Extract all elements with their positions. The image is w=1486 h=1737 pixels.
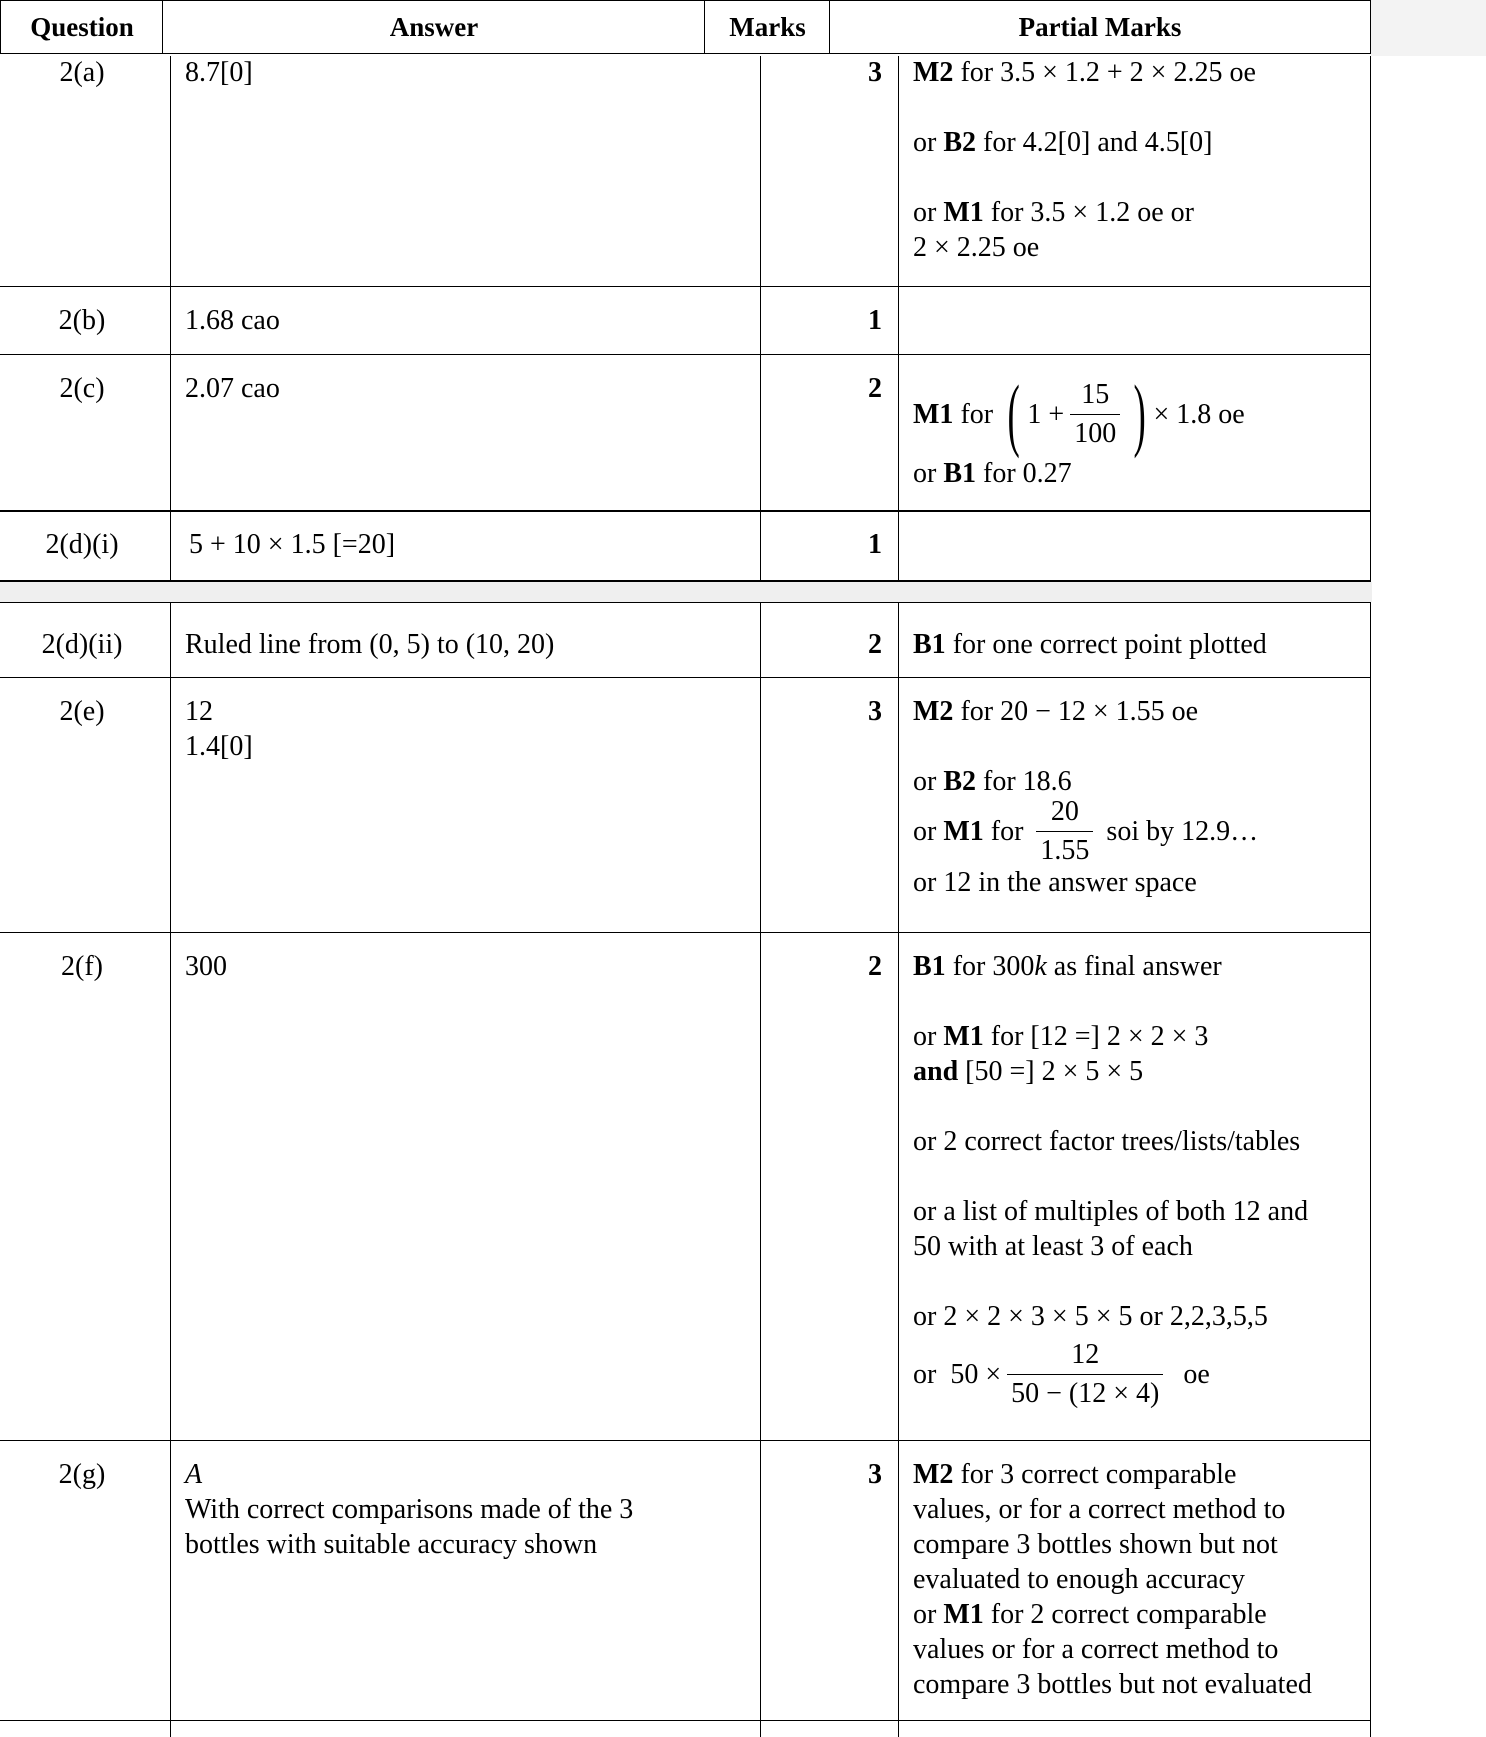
- row-divider: [0, 1440, 1371, 1441]
- marks-value: 3: [868, 1459, 882, 1490]
- row-divider: [0, 286, 1371, 287]
- right-paren: ): [1133, 368, 1147, 459]
- column-divider: [170, 602, 171, 1737]
- question-number: 2(b): [58, 305, 106, 336]
- header-answer: Answer: [162, 0, 706, 54]
- marks-value: 1: [868, 305, 882, 336]
- question-number: 2(g): [58, 1459, 106, 1490]
- column-divider: [1370, 602, 1371, 1737]
- column-divider: [170, 56, 171, 581]
- row-divider: [0, 932, 1371, 933]
- page-break-band: [0, 582, 1372, 602]
- table-header: [0, 0, 1486, 56]
- row-divider: [0, 1720, 1371, 1721]
- header-partial-marks: Partial Marks: [829, 0, 1371, 54]
- partial-marks: B1 for one correct point plotted: [913, 629, 1267, 660]
- answer-text: Ruled line from (0, 5) to (10, 20): [185, 629, 555, 660]
- fraction: $\frac{20}{1.55}$: [1036, 793, 1093, 870]
- column-divider: [760, 602, 761, 1737]
- answer-text: 12 1.4[0]: [185, 696, 253, 762]
- column-divider: [898, 56, 899, 581]
- question-number: 2(e): [59, 696, 105, 727]
- fraction: $\frac{15}{100}$: [1070, 376, 1120, 453]
- answer-text: 2.07 cao: [185, 373, 280, 404]
- row-divider: [0, 354, 1371, 355]
- header-marks: Marks: [704, 0, 831, 54]
- answer-text: 5 + 10 × 1.5 [=20]: [189, 529, 396, 560]
- question-number: 2(d)(ii): [41, 629, 123, 660]
- answer-text: A With correct comparisons made of the 3 bottles with suitable accuracy shown: [185, 1459, 634, 1560]
- left-paren: (: [1007, 368, 1020, 459]
- row-divider: [0, 510, 1371, 512]
- fraction: $\frac{12}{50 - (12 \times 4)}$: [1007, 1336, 1163, 1413]
- row-divider: [0, 602, 1371, 603]
- column-divider: [1370, 56, 1371, 581]
- question-number: 2(f): [61, 951, 103, 982]
- partial-marks: M1 for ( 1 + $\frac{15}{100}$ ) × 1.8 oe or B1 for 0.27: [913, 368, 1245, 489]
- question-number: 2(c): [59, 373, 105, 404]
- answer-text: 1.68 cao: [185, 305, 280, 336]
- partial-marks: M2 for 3 correct comparable values, or for a correct method to compare 3 bottles shown but not evaluated to enough accuracy or M1 for 2 correct comparable values or for a correct method to compare 3 bottles but not evaluated: [913, 1459, 1312, 1700]
- header-background-strip: [1370, 0, 1486, 56]
- column-divider: [760, 56, 761, 581]
- answer-text: 300: [185, 951, 227, 982]
- marks-value: 2: [868, 373, 882, 404]
- question-number: 2(d)(i): [45, 529, 119, 560]
- marks-value: 2: [868, 629, 882, 660]
- partial-marks: M2 for 3.5 × 1.2 + 2 × 2.25 oe or B2 for 4.2[0] and 4.5[0] or M1 for 3.5 × 1.2 oe or 2 × 2.25 oe: [913, 57, 1256, 263]
- partial-marks: B1 for 300k as final answer or M1 for [12 =] 2 × 2 × 3 and [50 =] 2 × 5 × 5 or 2 correct factor trees/lists/tables or a list of multiples of both 12 and 50 with at least 3 of each or 2 × 2 × 3 × 5 × 5 or 2,2,3,5,5 or 50 × $\frac{12}{50 - (12 \times 4)}$ oe: [913, 949, 1363, 1414]
- column-divider: [898, 602, 899, 1737]
- row-divider: [0, 580, 1371, 582]
- row-divider: [0, 677, 1371, 678]
- marks-value: 1: [868, 529, 882, 560]
- header-question: Question: [0, 0, 164, 54]
- answer-text: 8.7[0]: [185, 57, 253, 88]
- marks-value: 3: [868, 696, 882, 727]
- question-number: 2(a): [59, 57, 105, 88]
- marks-value: 3: [868, 57, 882, 88]
- partial-marks: M2 for 20 − 12 × 1.55 oe or B2 for 18.6 or M1 for $\frac{20}{1.55}$ soi by 12.9… or 12 in the answer space: [913, 696, 1259, 898]
- marks-value: 2: [868, 951, 882, 982]
